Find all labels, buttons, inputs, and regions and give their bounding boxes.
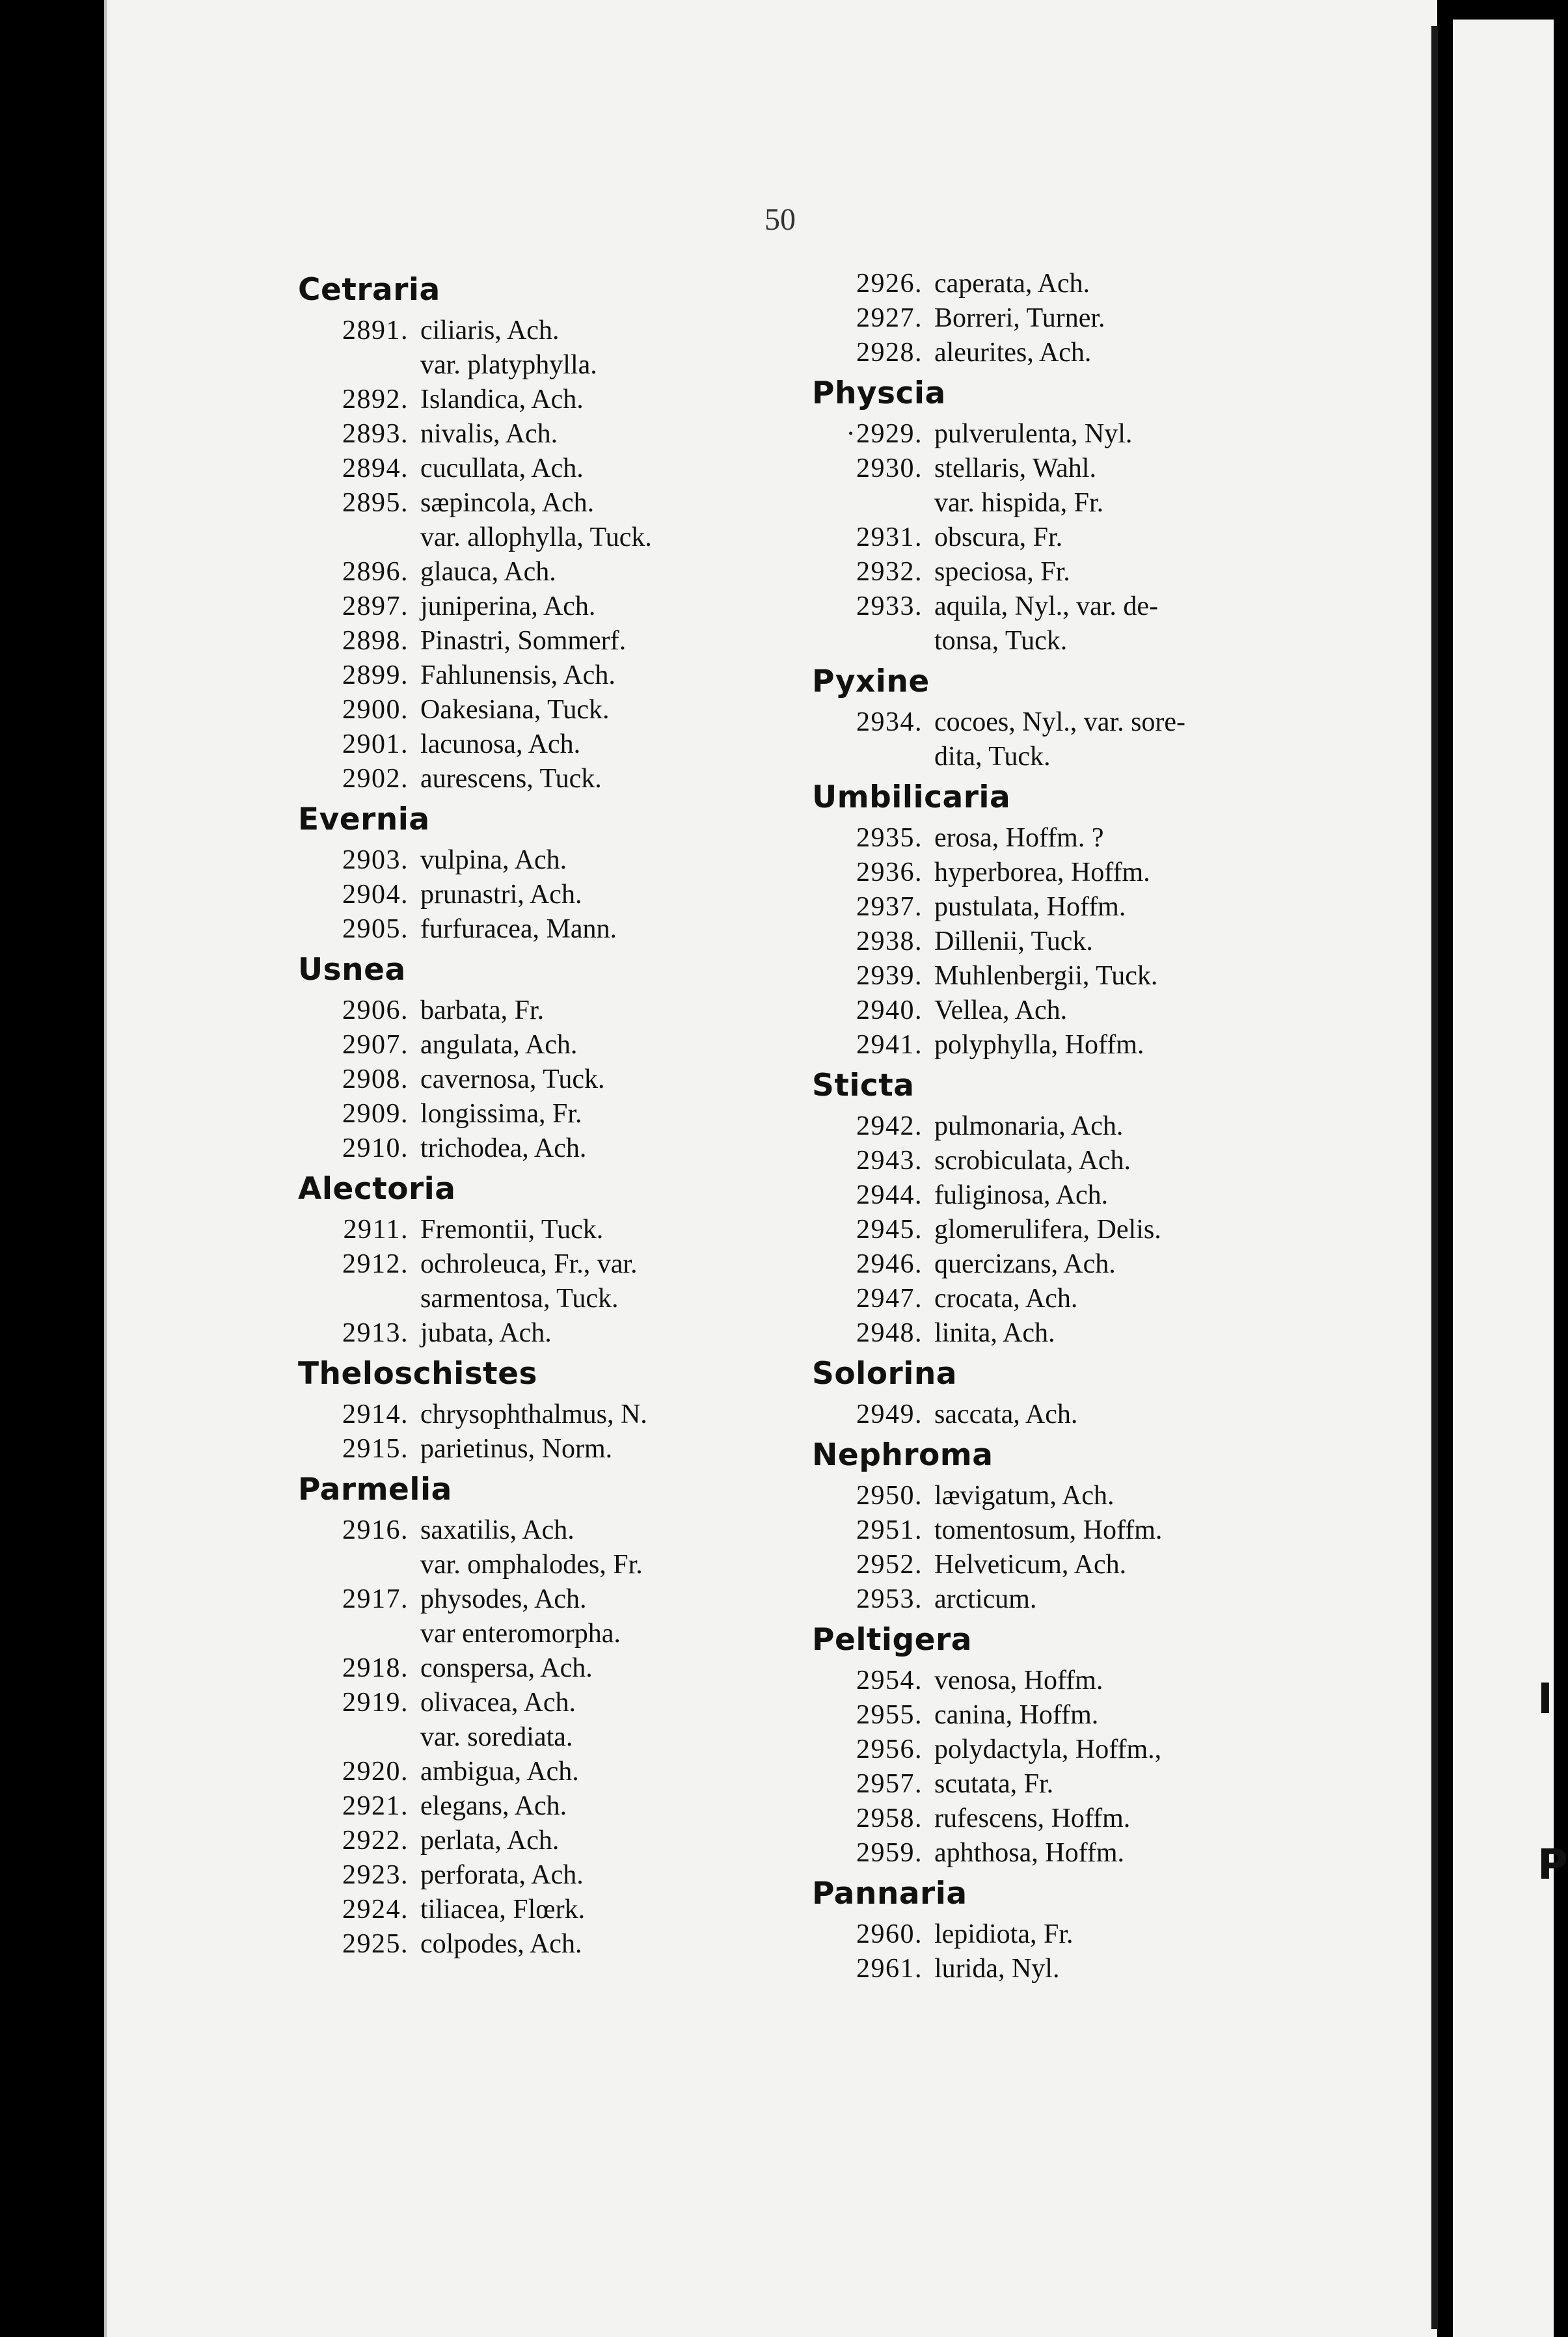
- species-name: speciosa, Fr.: [934, 557, 1070, 587]
- species-continuation: var. platyphylla.: [420, 350, 597, 380]
- entry-number: 2908.: [342, 1064, 409, 1094]
- entry-number: ·2929.: [846, 419, 923, 449]
- species-name: cocoes, Nyl., var. sore-: [934, 707, 1186, 737]
- facing-page-letter: P: [1537, 1841, 1568, 1889]
- species-entry: [298, 1213, 766, 1247]
- entry-number: 2894.: [342, 453, 409, 483]
- species-name: ciliaris, Ach.: [420, 316, 560, 345]
- species-name: erosa, Hoffm. ?: [934, 823, 1104, 853]
- entry-number: 2959.: [856, 1838, 923, 1868]
- species-name: lævigatum, Ach.: [934, 1481, 1115, 1511]
- entry-number: 2909.: [342, 1099, 409, 1129]
- entry-number: 2913.: [342, 1318, 409, 1348]
- entry-number: 2952.: [856, 1550, 923, 1580]
- facing-page-letter: I: [1537, 1675, 1553, 1723]
- species-entry: [812, 1733, 1306, 1767]
- species-entry: [812, 1952, 1306, 1986]
- species-name: lepidiota, Fr.: [934, 1919, 1074, 1949]
- species-entry: [298, 486, 766, 520]
- species-name: Helveticum, Ach.: [934, 1550, 1127, 1580]
- species-entry: [812, 1398, 1306, 1432]
- entry-number: 2930.: [856, 453, 923, 483]
- species-name: Oakesiana, Tuck.: [420, 695, 610, 725]
- entry-number: 2904.: [342, 880, 409, 910]
- entry-number: 2947.: [856, 1284, 923, 1314]
- genus-heading: Pyxine: [812, 664, 930, 699]
- entry-number: 2900.: [342, 695, 409, 725]
- species-entry: [298, 1432, 766, 1466]
- species-entry: [298, 1028, 766, 1062]
- entry-number: 2940.: [856, 995, 923, 1025]
- entry-number: 2891.: [342, 316, 409, 345]
- species-name: barbata, Fr.: [420, 995, 545, 1025]
- page-gutter: [1431, 26, 1438, 2329]
- species-name: aquila, Nyl., var. de-: [934, 591, 1159, 621]
- species-name: trichodea, Ach.: [420, 1133, 587, 1163]
- genus-heading: Peltigera: [812, 1622, 972, 1658]
- entry-number: 2939.: [856, 961, 923, 991]
- species-name: nivalis, Ach.: [420, 419, 558, 449]
- species-entry: [812, 1316, 1306, 1351]
- species-entry: [812, 856, 1306, 890]
- species-entry: [298, 1651, 766, 1686]
- species-name: perlata, Ach.: [420, 1826, 560, 1856]
- species-continuation: var. omphalodes, Fr.: [420, 1550, 643, 1580]
- entry-number: 2949.: [856, 1399, 923, 1429]
- entry-number: 2936.: [856, 858, 923, 887]
- species-entry: [812, 1513, 1306, 1548]
- entry-number: 2951.: [856, 1515, 923, 1545]
- species-name: cavernosa, Tuck.: [420, 1064, 605, 1094]
- entry-number: 2907.: [342, 1030, 409, 1060]
- species-entry: [298, 762, 766, 796]
- genus-heading: Theloschistes: [298, 1356, 537, 1392]
- entry-number: 2912.: [342, 1249, 409, 1279]
- species-name: conspersa, Ach.: [420, 1653, 593, 1683]
- species-name: tiliacea, Flœrk.: [420, 1895, 586, 1925]
- entry-number: 2899.: [342, 660, 409, 690]
- entry-number: 2892.: [342, 385, 409, 414]
- species-entry: [298, 1398, 766, 1432]
- species-name: venosa, Hoffm.: [934, 1666, 1103, 1695]
- entry-number: 2941.: [856, 1030, 923, 1060]
- species-name: ambigua, Ach.: [420, 1757, 579, 1787]
- species-entry: [812, 555, 1306, 589]
- entry-number: 2932.: [856, 557, 923, 587]
- species-name: ochroleuca, Fr., var.: [420, 1249, 638, 1279]
- species-entry: [298, 417, 766, 452]
- entry-number: 2934.: [856, 707, 923, 737]
- species-name: linita, Ach.: [934, 1318, 1055, 1348]
- species-name: chrysophthalmus, N.: [420, 1399, 647, 1429]
- entry-number: 2961.: [856, 1954, 923, 1984]
- entry-number: 2957.: [856, 1769, 923, 1799]
- entry-number: 2914.: [342, 1399, 409, 1429]
- species-entry: [812, 993, 1306, 1028]
- species-entry: [812, 267, 1306, 301]
- species-entry: [812, 1144, 1306, 1178]
- entry-number: 2933.: [856, 591, 923, 621]
- species-continuation: dita, Tuck.: [934, 742, 1051, 772]
- species-name: scutata, Fr.: [934, 1769, 1054, 1799]
- genus-heading: Usnea: [298, 952, 406, 988]
- entry-number: 2926.: [856, 269, 923, 299]
- entry-number: 2943.: [856, 1146, 923, 1176]
- entry-number: 2958.: [856, 1803, 923, 1833]
- species-name: scrobiculata, Ach.: [934, 1146, 1131, 1176]
- species-name: polyphylla, Hoffm.: [934, 1030, 1144, 1060]
- genus-heading: Umbilicaria: [812, 779, 1011, 815]
- entry-number: 2925.: [342, 1929, 409, 1959]
- species-entry: [298, 1131, 766, 1166]
- left-column: [298, 267, 766, 1962]
- species-name: canina, Hoffm.: [934, 1700, 1099, 1730]
- species-entry: [298, 589, 766, 624]
- species-entry: [812, 1802, 1306, 1836]
- species-entry: [298, 1927, 766, 1962]
- species-name: hyperborea, Hoffm.: [934, 858, 1150, 887]
- entry-number: 2902.: [342, 764, 409, 794]
- species-entry: [812, 1028, 1306, 1062]
- species-entry: [298, 383, 766, 417]
- genus-heading: Parmelia: [298, 1472, 452, 1507]
- entry-number: 2931.: [856, 522, 923, 552]
- species-name: fuliginosa, Ach.: [934, 1180, 1109, 1210]
- species-name: pulverulenta, Nyl.: [934, 419, 1133, 449]
- species-entry: [812, 821, 1306, 856]
- species-name: colpodes, Ach.: [420, 1929, 582, 1959]
- species-name: cucullata, Ach.: [420, 453, 584, 483]
- species-entry: [298, 624, 766, 658]
- species-entry: [812, 1767, 1306, 1802]
- species-entry: [298, 993, 766, 1028]
- species-name: Muhlenbergii, Tuck.: [934, 961, 1158, 991]
- species-entry: [298, 1789, 766, 1824]
- species-entry: [298, 1247, 766, 1282]
- entry-number: 2897.: [342, 591, 409, 621]
- species-name: prunastri, Ach.: [420, 880, 582, 910]
- species-name: elegans, Ach.: [420, 1791, 567, 1821]
- species-name: sæpincola, Ach.: [420, 488, 595, 518]
- entry-number: 2955.: [856, 1700, 923, 1730]
- genus-heading: Solorina: [812, 1356, 958, 1392]
- species-name: crocata, Ach.: [934, 1284, 1078, 1314]
- species-name: perforata, Ach.: [420, 1860, 584, 1890]
- species-entry: [812, 890, 1306, 925]
- species-name: pustulata, Hoffm.: [934, 892, 1126, 922]
- species-name: furfuracea, Mann.: [420, 914, 617, 944]
- entry-number: 2918.: [342, 1653, 409, 1683]
- species-entry: [812, 1917, 1306, 1952]
- species-entry: [298, 1686, 766, 1720]
- species-entry: [812, 1109, 1306, 1144]
- entry-number: 2923.: [342, 1860, 409, 1890]
- species-entry: [812, 1479, 1306, 1513]
- species-name: glauca, Ach.: [420, 557, 556, 587]
- entry-number: 2953.: [856, 1584, 923, 1614]
- entry-number: 2942.: [856, 1111, 923, 1141]
- species-continuation: var. allophylla, Tuck.: [420, 522, 652, 552]
- genus-heading: Pannaria: [812, 1876, 967, 1911]
- species-entry: [298, 693, 766, 727]
- species-continuation: sarmentosa, Tuck.: [420, 1284, 619, 1314]
- species-entry: [298, 1062, 766, 1097]
- species-entry: [298, 1582, 766, 1617]
- species-entry: [812, 1582, 1306, 1617]
- species-entry: [298, 912, 766, 947]
- species-name: Islandica, Ach.: [420, 385, 584, 414]
- species-name: lurida, Nyl.: [934, 1954, 1060, 1984]
- species-entry: [812, 925, 1306, 959]
- species-name: olivacea, Ach.: [420, 1688, 576, 1718]
- species-name: parietinus, Norm.: [420, 1434, 613, 1464]
- species-name: aphthosa, Hoffm.: [934, 1838, 1125, 1868]
- entry-number: 2893.: [342, 419, 409, 449]
- entry-number: 2954.: [856, 1666, 923, 1695]
- genus-heading: Sticta: [812, 1068, 915, 1103]
- species-continuation: var. hispida, Fr.: [934, 488, 1104, 518]
- genus-heading: Alectoria: [298, 1171, 456, 1207]
- species-continuation: var. sorediata.: [420, 1722, 573, 1752]
- species-name: saccata, Ach.: [934, 1399, 1078, 1429]
- entry-number: 2920.: [342, 1757, 409, 1787]
- species-name: angulata, Ach.: [420, 1030, 578, 1060]
- species-name: aurescens, Tuck.: [420, 764, 602, 794]
- entry-number: 2916.: [342, 1515, 409, 1545]
- species-name: pulmonaria, Ach.: [934, 1111, 1124, 1141]
- species-name: Fahlunensis, Ach.: [420, 660, 615, 690]
- entry-number: 2944.: [856, 1180, 923, 1210]
- species-entry: [298, 1858, 766, 1893]
- species-entry: [298, 1513, 766, 1548]
- entry-number: 2935.: [856, 823, 923, 853]
- genus-heading: Nephroma: [812, 1437, 994, 1473]
- entry-number: 2938.: [856, 926, 923, 956]
- right-column: [812, 267, 1306, 1986]
- species-entry: [812, 1548, 1306, 1582]
- species-entry: [812, 589, 1306, 624]
- species-entry: [298, 1097, 766, 1131]
- species-name: Vellea, Ach.: [934, 995, 1068, 1025]
- facing-page-edge: [1453, 20, 1568, 2337]
- page-number: 50: [764, 202, 796, 237]
- species-entry: [298, 1316, 766, 1351]
- species-name: tomentosum, Hoffm.: [934, 1515, 1163, 1545]
- species-name: juniperina, Ach.: [420, 591, 596, 621]
- species-name: stellaris, Wahl.: [934, 453, 1096, 483]
- entry-number: 2956.: [856, 1735, 923, 1764]
- species-name: vulpina, Ach.: [420, 845, 567, 875]
- species-entry: [298, 878, 766, 912]
- entry-number: 2903.: [342, 845, 409, 875]
- species-entry: [298, 555, 766, 589]
- species-name: Pinastri, Sommerf.: [420, 626, 627, 656]
- species-continuation: tonsa, Tuck.: [934, 626, 1068, 656]
- species-name: saxatilis, Ach.: [420, 1515, 574, 1545]
- entry-number: 2919.: [342, 1688, 409, 1718]
- species-entry: [812, 336, 1306, 370]
- species-name: rufescens, Hoffm.: [934, 1803, 1131, 1833]
- species-entry: [812, 1282, 1306, 1316]
- species-name: glomerulifera, Delis.: [934, 1215, 1161, 1245]
- species-entry: [812, 1247, 1306, 1282]
- entry-number: 2924.: [342, 1895, 409, 1925]
- entry-number: 2950.: [856, 1481, 923, 1511]
- entry-number: 2928.: [856, 338, 923, 368]
- entry-number: 2906.: [342, 995, 409, 1025]
- species-name: quercizans, Ach.: [934, 1249, 1116, 1279]
- entry-number: 2905.: [342, 914, 409, 944]
- entry-number: 2911.: [343, 1215, 409, 1245]
- species-name: jubata, Ach.: [420, 1318, 552, 1348]
- entry-number: 2946.: [856, 1249, 923, 1279]
- species-name: aleurites, Ach.: [934, 338, 1092, 368]
- species-entry: [298, 727, 766, 762]
- entry-number: 2927.: [856, 303, 923, 333]
- entry-number: 2898.: [342, 626, 409, 656]
- species-entry: [812, 452, 1306, 486]
- species-name: lacunosa, Ach.: [420, 729, 581, 759]
- species-entry: [298, 1893, 766, 1927]
- species-entry: [812, 959, 1306, 993]
- species-entry: [812, 1213, 1306, 1247]
- entry-number: 2945.: [856, 1215, 923, 1245]
- species-name: obscura, Fr.: [934, 522, 1063, 552]
- entry-number: 2921.: [342, 1791, 409, 1821]
- entry-number: 2948.: [856, 1318, 923, 1348]
- genus-heading: Cetraria: [298, 272, 440, 308]
- genus-heading: Physcia: [812, 375, 946, 411]
- species-entry: [812, 1836, 1306, 1871]
- species-entry: [812, 1698, 1306, 1733]
- species-entry: [298, 1755, 766, 1789]
- species-entry: [812, 705, 1306, 740]
- species-name: longissima, Fr.: [420, 1099, 582, 1129]
- species-entry: [298, 1824, 766, 1858]
- species-name: arcticum.: [934, 1584, 1037, 1614]
- species-entry: [812, 301, 1306, 336]
- species-entry: [298, 658, 766, 693]
- species-name: Dillenii, Tuck.: [934, 926, 1093, 956]
- species-entry: [812, 417, 1306, 452]
- entry-number: 2960.: [856, 1919, 923, 1949]
- entry-number: 2915.: [342, 1434, 409, 1464]
- species-entry: [298, 843, 766, 878]
- species-entry: [298, 314, 766, 348]
- species-name: physodes, Ach.: [420, 1584, 587, 1614]
- entry-number: 2910.: [342, 1133, 409, 1163]
- species-name: caperata, Ach.: [934, 269, 1090, 299]
- species-entry: [812, 1664, 1306, 1698]
- species-name: polydactyla, Hoffm.,: [934, 1735, 1162, 1764]
- entry-number: 2895.: [342, 488, 409, 518]
- entry-number: 2922.: [342, 1826, 409, 1856]
- entry-number: 2901.: [342, 729, 409, 759]
- species-entry: [812, 520, 1306, 555]
- species-continuation: var enteromorpha.: [420, 1619, 621, 1649]
- entry-number: 2917.: [342, 1584, 409, 1614]
- species-name: Fremontii, Tuck.: [420, 1215, 604, 1245]
- species-entry: [298, 452, 766, 486]
- entry-number: 2896.: [342, 557, 409, 587]
- species-name: Borreri, Turner.: [934, 303, 1105, 333]
- species-entry: [812, 1178, 1306, 1213]
- entry-number: 2937.: [856, 892, 923, 922]
- genus-heading: Evernia: [298, 802, 430, 837]
